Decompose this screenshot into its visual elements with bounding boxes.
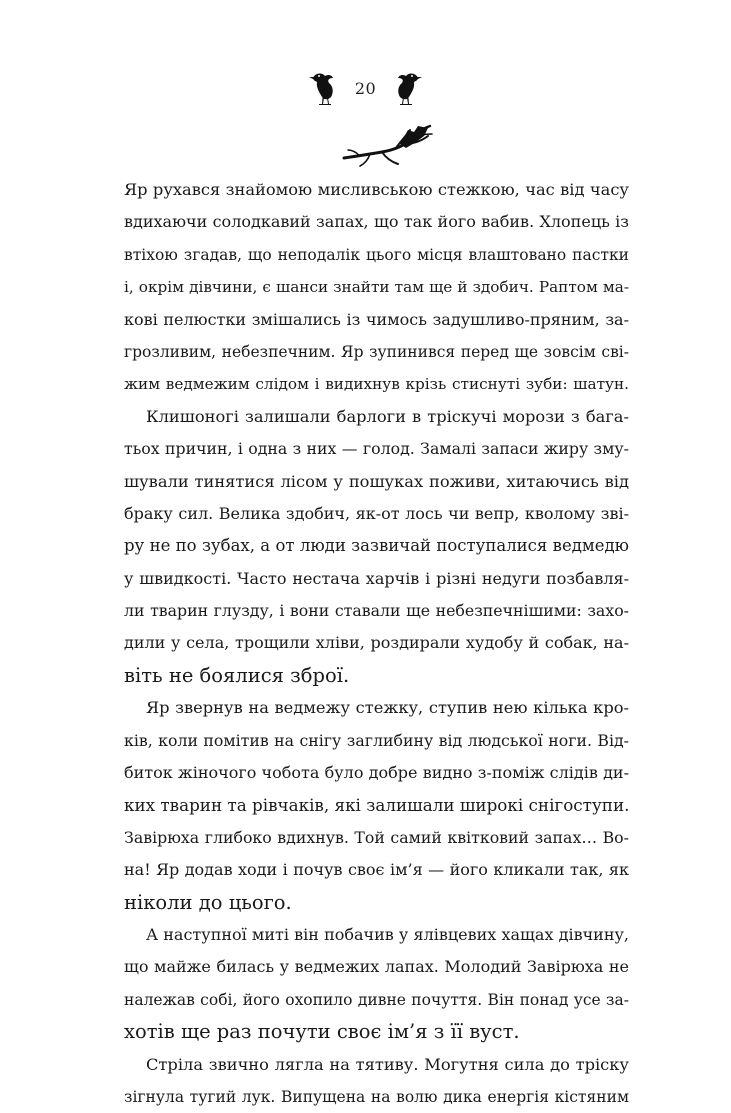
text-line: і, окрім дівчини, є шанси знайти там ще й здобич. Раптом ма- — [124, 278, 629, 297]
text-line: дили у села, трощили хліви, роздирали худобу й собак, на- — [124, 633, 629, 653]
text-line: кові пелюстки змішались із чимось задушливо-пряним, за- — [124, 309, 629, 329]
page-number: 20 — [354, 78, 377, 98]
body-text — [124, 174, 629, 1113]
branch-icon — [340, 124, 436, 168]
text-line: жим ведмежим слідом і видихнув крізь стиснуті зуби: шатун. — [124, 375, 629, 394]
text-line: на! Яр додав ходи і почув своє ім’я — його кликали так, як — [124, 860, 629, 880]
text-line: А наступної миті він побачив у ялівцевих хащах дівчину, — [146, 924, 629, 944]
raven-icon — [307, 70, 341, 106]
text-line: належав собі, його охопило дивне почуття. Він понад усе за- — [124, 990, 629, 1009]
text-line: ли тварин глузду, і вони ставали ще небезпечнішими: захо- — [124, 601, 629, 621]
text-line: Яр звернув на ведмежу стежку, ступив нею кілька кро- — [146, 698, 629, 718]
text-line: ких тварин та рівчаків, які залишали широкі снігоступи. — [124, 795, 630, 816]
text-line: тьох причин, і одна з них — голод. Замалі запаси жиру зму- — [124, 439, 629, 459]
text-line: браку сил. Велика здобич, як-от лось чи вепр, кволому зві- — [124, 503, 629, 523]
page-header — [0, 70, 731, 106]
text-line: віть не боялися зброї. — [124, 663, 350, 687]
text-line: втіхою згадав, що неподалік цього місця влаштовано пастки — [124, 245, 629, 264]
text-line: ків, коли помітив на снігу заглибину від людської ноги. Від- — [124, 730, 629, 750]
text-line: Стріла звично лягла на тятиву. Могутня сила до тріску — [146, 1054, 629, 1074]
raven-icon — [390, 70, 424, 106]
text-line: ніколи до цього. — [124, 890, 292, 914]
text-line: хотів ще раз почути своє ім’я з її вуст. — [124, 1020, 520, 1044]
text-line: ру не по зубах, а от люди зазвичай поступалися ведмедю — [124, 536, 629, 556]
text-line: грозливим, небезпечним. Яр зупинився перед ще зовсім сві- — [124, 342, 629, 361]
text-line: Завірюха глибоко вдихнув. Той самий квітковий запах… Во- — [124, 827, 629, 847]
text-line: Клишоногі залишали барлоги в тріскучі морози з бага- — [146, 406, 629, 426]
text-line: шували тинятися лісом у пошуках поживи, хитаючись від — [124, 471, 629, 491]
text-line: що майже билась у ведмежих лапах. Молодий Завірюха не — [124, 957, 629, 977]
text-line: вдихаючи солодкавий запах, що так його вабив. Хлопець із — [124, 212, 629, 232]
text-line: зігнула тугий лук. Випущена на волю дика енергія кістяним — [124, 1087, 629, 1106]
text-line: биток жіночого чобота було добре видно з-поміж слідів ди- — [124, 763, 629, 783]
text-line: Яр рухався знайомою мисливською стежкою, час від часу — [124, 180, 629, 199]
text-line: у швидкості. Часто нестача харчів і різні недуги позбавля- — [124, 568, 629, 588]
